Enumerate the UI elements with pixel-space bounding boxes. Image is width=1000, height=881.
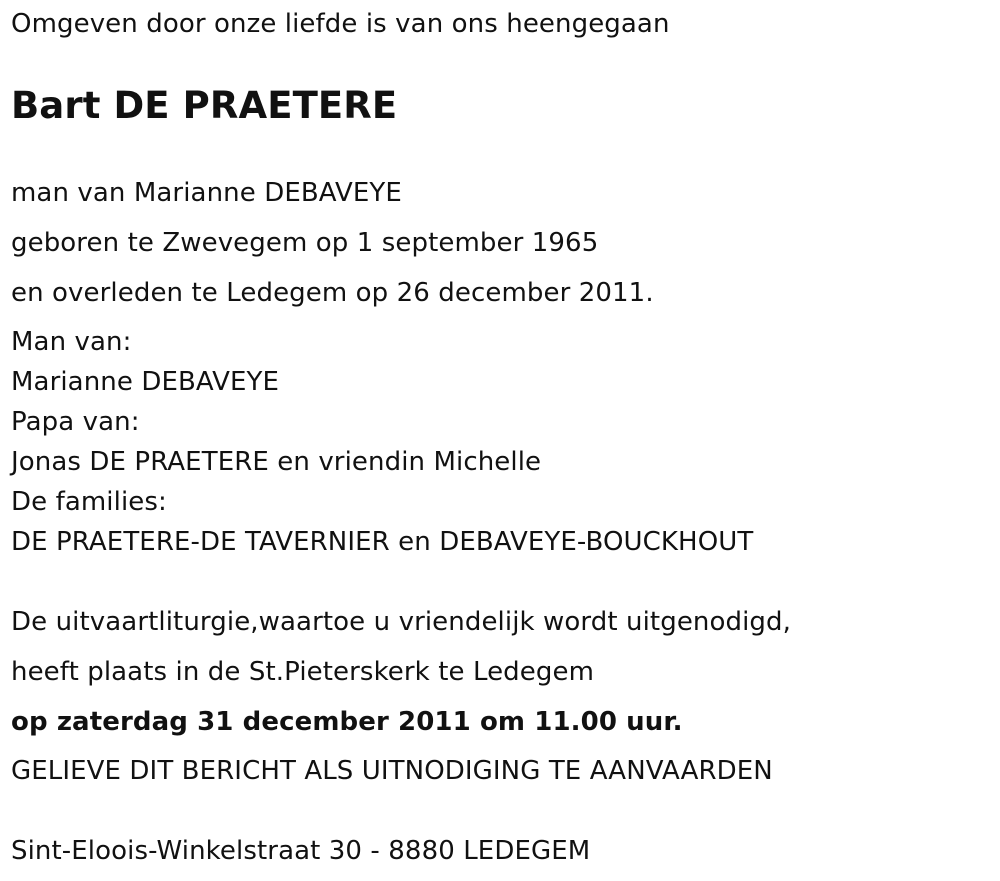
family-label-spouse: Man van:: [11, 327, 132, 357]
family-spouse-name: Marianne DEBAVEYE: [11, 367, 280, 397]
funeral-place: heeft plaats in de St.Pieterskerk te Ledegem: [11, 657, 595, 687]
death-line: en overleden te Ledegem op 26 december 2011.: [11, 278, 654, 308]
funeral-datetime: op zaterdag 31 december 2011 om 11.00 uur.: [11, 707, 683, 737]
birth-line: geboren te Zwevegem op 1 september 1965: [11, 228, 599, 258]
notice-intro: Omgeven door onze liefde is van ons heengegaan: [11, 9, 670, 39]
funeral-invite: De uitvaartliturgie,waartoe u vriendelijk wordt uitgenodigd,: [11, 607, 791, 637]
spouse-line: man van Marianne DEBAVEYE: [11, 178, 402, 208]
family-children-names: Jonas DE PRAETERE en vriendin Michelle: [11, 447, 542, 477]
invitation-note: GELIEVE DIT BERICHT ALS UITNODIGING TE AANVAARDEN: [11, 756, 773, 786]
address: Sint-Eloois-Winkelstraat 30 - 8880 LEDEGEM: [11, 836, 591, 866]
family-label-families: De families:: [11, 487, 167, 517]
deceased-name: Bart DE PRAETERE: [11, 84, 398, 127]
family-families-names: DE PRAETERE-DE TAVERNIER en DEBAVEYE-BOUCKHOUT: [11, 527, 754, 557]
family-label-children: Papa van:: [11, 407, 140, 437]
